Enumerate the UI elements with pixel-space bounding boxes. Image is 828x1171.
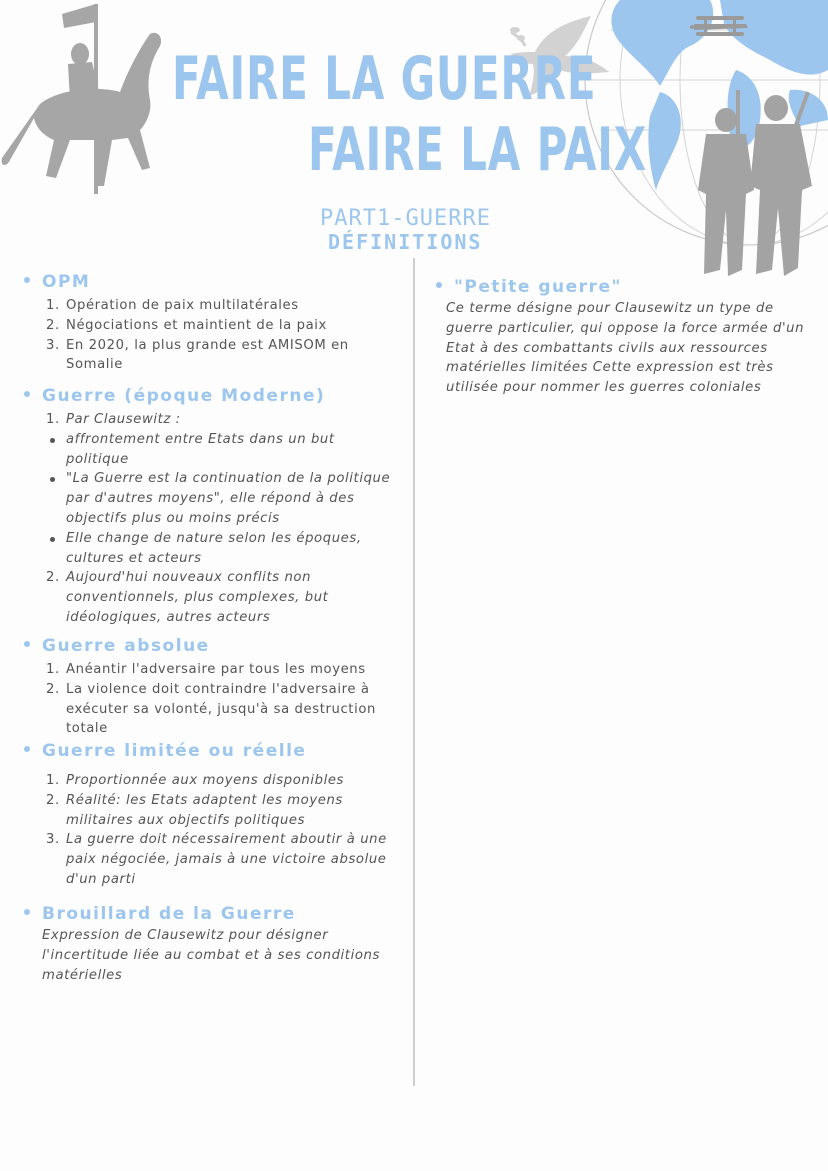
bullet-icon (24, 391, 30, 397)
biplane-icon (690, 10, 750, 44)
list-item: 2. Réalité: les Etats adaptent les moyens (46, 792, 343, 808)
bullet-icon (50, 438, 55, 443)
bullet-icon (24, 641, 30, 647)
section-heading: Brouillard de la Guerre (24, 904, 404, 924)
paragraph-line: guerre particulier, qui oppose la force armée d'un (446, 320, 805, 336)
list-item-continuation: paix négociée, jamais à une victoire absolue (66, 852, 387, 868)
section-guerre-moderne (24, 386, 404, 628)
section-petite-guerre (436, 277, 816, 398)
bullet-icon (50, 537, 55, 542)
list-item: 2. La violence doit contraindre l'adversaire à (46, 681, 370, 697)
bullet-item: "La Guerre est la continuation de la politique (24, 469, 404, 489)
section-heading: Guerre (époque Moderne) (24, 386, 404, 406)
list-item-continuation: militaires aux objectifs politiques (66, 812, 306, 828)
subtitle-part: PART1-GUERRE (320, 206, 491, 231)
section-heading: "Petite guerre" (436, 277, 816, 297)
bullet-item-continuation: cultures et acteurs (66, 550, 202, 566)
paragraph-line: l'incertitude liée au combat et à ses conditions (42, 947, 380, 963)
section-guerre-limitee (24, 741, 404, 890)
bullet-item: affrontement entre Etats dans un but (24, 430, 404, 450)
list-item-continuation: exécuter sa volonté, jusqu'à sa destruction (66, 701, 376, 717)
list-item: 3. La guerre doit nécessairement aboutir à une (46, 832, 387, 848)
list-item: 1. Anéantir l'adversaire par tous les moyens (46, 662, 366, 677)
soldiers-icon (676, 90, 826, 282)
bullet-icon (24, 277, 30, 283)
section-heading: Guerre limitée ou réelle (24, 741, 404, 761)
list-item-continuation: totale (66, 721, 108, 737)
list-item-continuation: conventionnels, plus complexes, but (66, 590, 329, 606)
section-heading: Guerre absolue (24, 636, 404, 656)
list-item-continuation: idéologiques, autres acteurs (66, 609, 271, 625)
bullet-icon (24, 746, 30, 752)
column-divider (413, 258, 415, 1086)
bullet-item-continuation: politique (66, 451, 129, 467)
bullet-icon (24, 909, 30, 915)
horse-rider-flag-icon (0, 0, 180, 205)
paragraph-line: Ce terme désigne pour Clausewitz un type de (446, 301, 774, 316)
paragraph-line: matérielles limitées Cette expression est très (446, 360, 774, 376)
bullet-item-continuation: par d'autres moyens", elle répond à des (66, 491, 355, 507)
paragraph-line: Etat à des combattants civils aux ressources (446, 340, 768, 356)
list-item-continuation: d'un parti (66, 871, 136, 887)
list-item: 3. En 2020, la plus grande est AMISOM en (46, 337, 349, 353)
page-title-line-2: FAIRE LA PAIX (308, 115, 647, 185)
list-item: 1. Opération de paix multilatérales (46, 298, 299, 313)
list-item: 1. Par Clausewitz : (46, 412, 181, 427)
list-item-continuation: Somalie (66, 357, 124, 373)
bullet-item-continuation: objectifs plus ou moins précis (66, 510, 280, 526)
list-item: 2. Aujourd'hui nouveaux conflits non (46, 570, 312, 586)
subtitle-definitions: DÉFINITIONS (328, 230, 483, 254)
list-item: 2. Négociations et maintient de la paix (46, 317, 327, 333)
section-opm (24, 272, 404, 375)
list-item: 1. Proportionnée aux moyens disponibles (46, 773, 345, 788)
section-brouillard (24, 904, 404, 985)
page-title-line-1: FAIRE LA GUERRE (172, 44, 597, 114)
section-guerre-absolue (24, 636, 404, 739)
paragraph-line: Expression de Clausewitz pour désigner (42, 928, 329, 943)
bullet-icon (50, 477, 55, 482)
bullet-item: Elle change de nature selon les époques, (24, 529, 404, 549)
bullet-icon (436, 282, 442, 288)
section-heading: OPM (24, 272, 404, 292)
paragraph-line: matérielles (42, 967, 123, 983)
paragraph-line: utilisée pour nommer les guerres coloniales (446, 380, 762, 396)
